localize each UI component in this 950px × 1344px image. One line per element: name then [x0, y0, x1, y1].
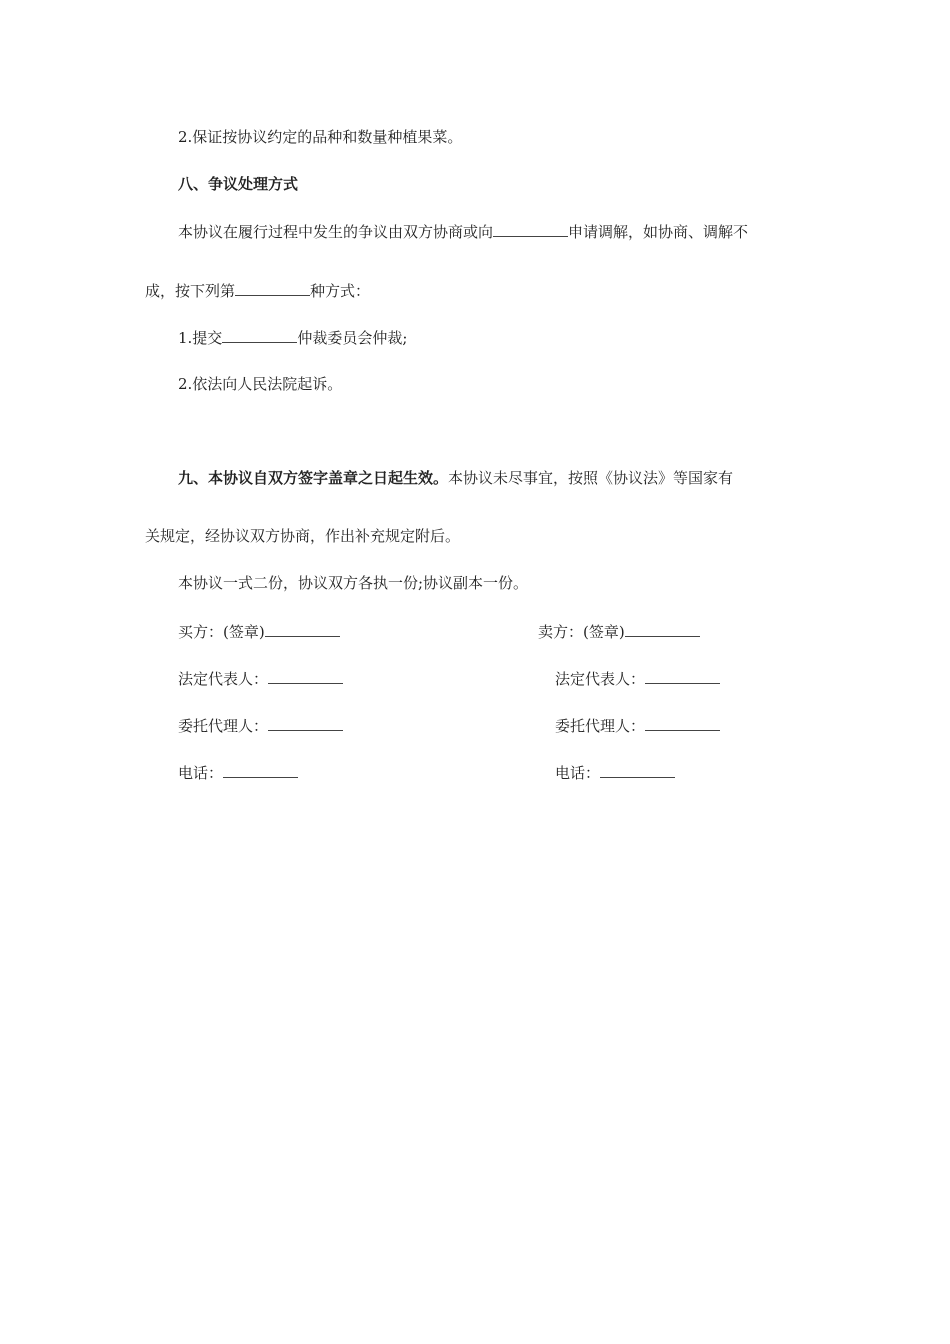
- phone-label: 电话：: [178, 764, 224, 782]
- seller-phone-line: [555, 762, 675, 783]
- text-segment: 种方式：: [310, 282, 371, 300]
- section-9-heading: 九、本协议自双方签字盖章之日起生效。: [178, 469, 449, 487]
- section-8-item-2: 2.依法向人民法院起诉。: [178, 375, 343, 393]
- section-8-heading: 八、争议处理方式: [178, 175, 299, 193]
- phone-label: 电话：: [555, 764, 601, 782]
- seller-signature-blank: [625, 621, 700, 637]
- seller-agent-line: [555, 715, 720, 736]
- clause-7-item-2: 2.保证按协议约定的品种和数量种植果菜。: [178, 128, 463, 146]
- text-segment: 成，按下列第: [145, 282, 236, 300]
- seller-legal-rep-blank: [645, 668, 720, 684]
- section-9-line-2: 关规定，经协议双方协商，作出补充规定附后。: [145, 527, 461, 545]
- seller-signature-line: [538, 621, 700, 642]
- buyer-agent-blank: [268, 715, 343, 731]
- seller-label: 卖方：(签章): [538, 623, 625, 641]
- legal-rep-label: 法定代表人：: [555, 670, 646, 688]
- mediation-body-blank: [493, 221, 568, 237]
- section-8-item-1: [178, 327, 407, 348]
- buyer-phone-line: [178, 762, 298, 783]
- buyer-signature-line: [178, 621, 340, 642]
- section-9-line-1: [178, 468, 733, 488]
- buyer-label: 买方：(签章): [178, 623, 265, 641]
- text-segment: 1.提交: [178, 329, 223, 347]
- text-segment: 本协议在履行过程中发生的争议由双方协商或向: [178, 223, 494, 241]
- seller-legal-rep-line: [555, 668, 720, 689]
- text-segment: 仲裁委员会仲裁;: [297, 329, 408, 347]
- arbitration-committee-blank: [222, 327, 297, 343]
- buyer-legal-rep-blank: [268, 668, 343, 684]
- copies-clause: 本协议一式二份，协议双方各执一份;协议副本一份。: [178, 574, 529, 592]
- buyer-signature-blank: [265, 621, 340, 637]
- buyer-legal-rep-line: [178, 668, 343, 689]
- buyer-phone-blank: [223, 762, 298, 778]
- buyer-agent-line: [178, 715, 343, 736]
- text-segment: 申请调解，如协商、调解不: [568, 223, 749, 241]
- agent-label: 委托代理人：: [178, 717, 269, 735]
- legal-rep-label: 法定代表人：: [178, 670, 269, 688]
- section-8-paragraph-line-2: [145, 280, 370, 301]
- agent-label: 委托代理人：: [555, 717, 646, 735]
- seller-phone-blank: [600, 762, 675, 778]
- section-8-paragraph-line-1: [178, 221, 748, 242]
- text-segment: 本协议未尽事宜，按照《协议法》等国家有: [448, 469, 734, 487]
- seller-agent-blank: [645, 715, 720, 731]
- method-number-blank: [235, 280, 310, 296]
